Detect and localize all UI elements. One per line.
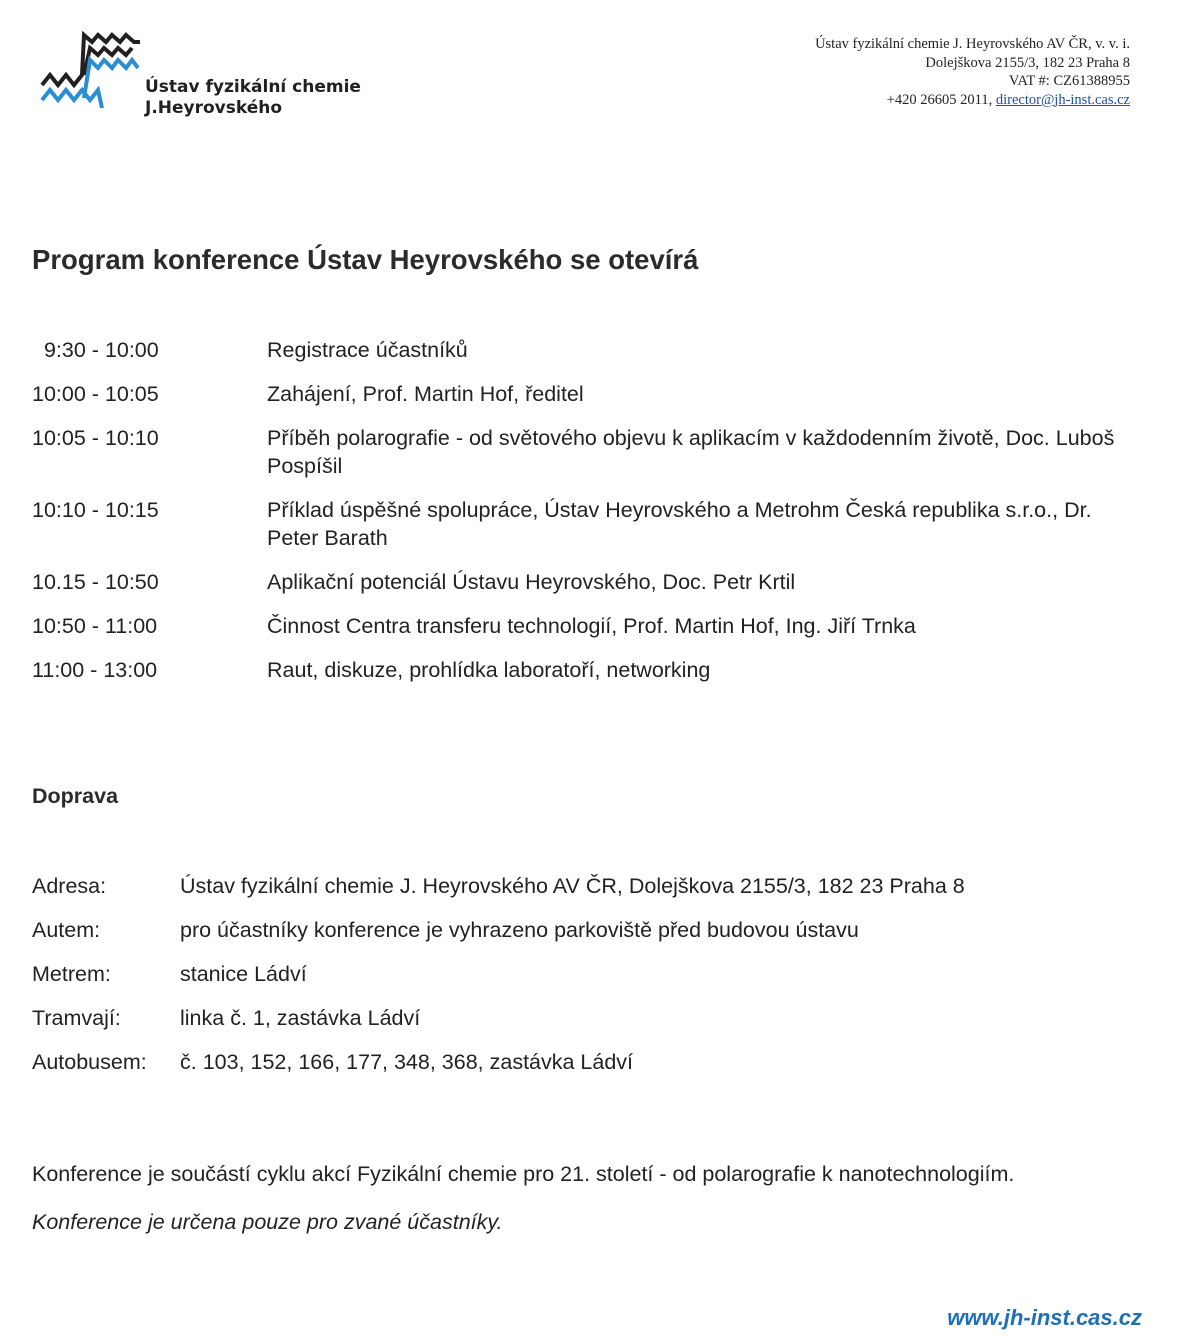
program-row: [32, 568, 1152, 596]
contact-phone: +420 26605 2011,: [886, 91, 993, 108]
program-description: Příběh polarografie - od světového objevu k aplikacím v každodenním životě, Doc. Luboš Pospíšil: [267, 426, 1115, 478]
program-time: 10.15 - 10:50: [32, 570, 159, 594]
transport-value: stanice Ládví: [180, 962, 307, 986]
contact-address: Dolejškova 2155/3, 182 23 Praha 8: [925, 54, 1130, 71]
page-title: Program konference Ústav Heyrovského se otevírá: [32, 244, 699, 275]
transport-row: [32, 1004, 1152, 1032]
transport-label: Autobusem:: [32, 1050, 147, 1074]
program-time: 10:50 - 11:00: [32, 614, 158, 638]
contact-institute: Ústav fyzikální chemie J. Heyrovského AV ČR, v. v. i.: [815, 36, 1130, 52]
contact-vat: VAT #: CZ61388955: [1008, 73, 1130, 89]
website-link[interactable]: www.jh-inst.cas.cz: [947, 1305, 1142, 1330]
program-row: [32, 380, 1152, 408]
transport-row: [32, 916, 1152, 944]
program-list: [32, 336, 1152, 700]
program-row: [32, 656, 1152, 684]
contact-block: [815, 35, 1130, 109]
program-description: Příklad úspěšné spolupráce, Ústav Heyrovského a Metrohm Česká republika s.r.o., Dr. Peter Barath: [267, 498, 1092, 550]
transport-value: linka č. 1, zastávka Ládví: [180, 1006, 421, 1030]
transport-value: č. 103, 152, 166, 177, 348, 368, zastávka Ládví: [180, 1050, 634, 1074]
transport-row: [32, 1048, 1152, 1076]
program-time: 10:00 - 10:05: [32, 382, 159, 406]
program-description: Registrace účastníků: [267, 338, 468, 362]
institute-logo: [40, 30, 361, 125]
logo-text-line1: Ústav fyzikální chemie: [145, 77, 361, 97]
cycle-note: Konference je součástí cyklu akcí Fyzikální chemie pro 21. století - od polarografie k nanotechnologiím.: [32, 1162, 1015, 1186]
transport-value: pro účastníky konference je vyhrazeno parkoviště před budovou ústavu: [180, 918, 859, 942]
transport-row: [32, 960, 1152, 988]
program-row: [32, 612, 1152, 640]
program-time: 10:10 - 10:15: [32, 498, 159, 522]
program-time: 11:00 - 13:00: [32, 658, 158, 682]
contact-email-link[interactable]: director@jh-inst.cas.cz: [995, 91, 1130, 108]
program-description: Raut, diskuze, prohlídka laboratoří, networking: [267, 658, 711, 682]
program-description: Činnost Centra transferu technologií, Prof. Martin Hof, Ing. Jiří Trnka: [267, 614, 916, 638]
program-row: [32, 424, 1152, 480]
program-row: [32, 496, 1152, 552]
transport-label: Adresa:: [32, 874, 107, 898]
logo-text-line2: J.Heyrovského: [145, 98, 283, 118]
program-description: Aplikační potenciál Ústavu Heyrovského, Doc. Petr Krtil: [267, 570, 796, 594]
heyrovsky-logo-icon: [40, 30, 145, 120]
transport-heading: Doprava: [32, 784, 119, 808]
transport-label: Tramvají:: [32, 1006, 121, 1030]
invite-only-note: Konference je určena pouze pro zvané účastníky.: [32, 1210, 503, 1234]
transport-value: Ústav fyzikální chemie J. Heyrovského AV ČR, Dolejškova 2155/3, 182 23 Praha 8: [180, 874, 965, 898]
contact-phone-email: [815, 91, 1130, 110]
transport-row: [32, 872, 1152, 900]
transport-label: Autem:: [32, 918, 101, 942]
program-row: [32, 336, 1152, 364]
program-description: Zahájení, Prof. Martin Hof, ředitel: [267, 382, 584, 406]
transport-list: [32, 872, 1152, 1092]
program-time: 9:30 - 10:00: [32, 338, 159, 362]
transport-label: Metrem:: [32, 962, 111, 986]
program-time: 10:05 - 10:10: [32, 426, 159, 450]
